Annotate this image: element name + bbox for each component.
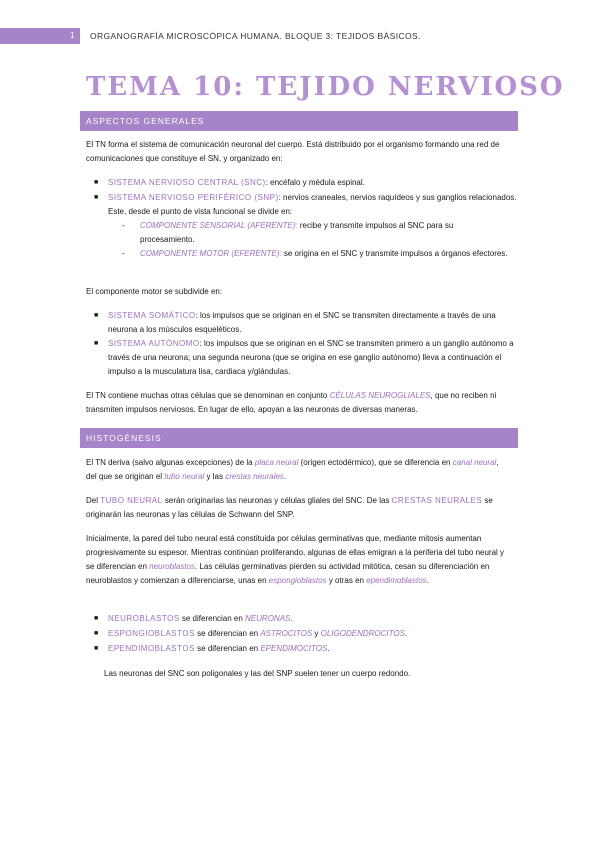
term-neuroblastos-caps: NEUROBLASTOS	[108, 614, 180, 623]
p1-text-b: (origen ectodérmico), que se diferencia en	[298, 458, 453, 467]
term-neuronas: NEURONAS	[245, 614, 291, 623]
histogenesis-paragraph-1	[86, 456, 511, 484]
p1-text-c: , del que se originan el	[86, 458, 499, 481]
running-header	[0, 28, 600, 44]
p2-text-c: se originarán las neuronas y las células de Schwann del SNP.	[86, 496, 493, 519]
term-ependimoblastos-caps: EPENDIMOBLASTOS	[108, 644, 195, 653]
list-item-neuroblastos	[94, 612, 518, 626]
b3-end: .	[327, 644, 330, 653]
text-aferente: recibe y transmite impulsos al SNC para su procesamiento.	[140, 221, 454, 244]
b1-end: .	[290, 614, 293, 623]
intro-paragraph: El TN forma el sistema de comunicación neuronal del cuerpo. Está distribuido por el organismo formando una red de comunicaciones que constituye el SN, y organizado en:	[86, 140, 500, 163]
p3-text-c: y otras en	[326, 576, 367, 585]
term-neuroblastos: neuroblastos	[149, 562, 195, 571]
b2-end: .	[404, 629, 408, 638]
bullet-icon: ■	[94, 630, 99, 637]
p3-text-d: .	[426, 576, 429, 585]
list-item-espongioblastos	[94, 627, 518, 641]
neuroglia-text-a: El TN contiene muchas otras células que se denominan en conjunto	[86, 391, 330, 400]
text-snp: : nervios craneales, nervios raquídeos y sus ganglios relacionados. Este, desde el punto de vista funcional se divide en:	[108, 193, 517, 216]
b2-text: se diferencian en	[194, 629, 261, 638]
term-placa-neural: placa neural	[254, 458, 299, 467]
term-neuroglia: CÉLULAS NEUROGLIALES	[329, 391, 431, 400]
running-title: ORGANOGRAFÍA MICROSCÓPICA HUMANA. BLOQUE 3: TEJIDOS BÁSICOS.	[90, 31, 421, 41]
term-snp: SISTEMA NERVIOSO PERIFÉRICO (SNP)	[108, 193, 279, 202]
section-heading-histogenesis: HISTOGÉNESIS	[80, 428, 518, 448]
list-item-snc	[94, 176, 518, 190]
list-item-autonomo	[94, 337, 518, 379]
term-oligodendrocitos: OLIGODENDROCITOS	[320, 629, 405, 638]
page-number: 1	[0, 28, 80, 44]
p2-text-a: Del	[86, 496, 101, 505]
term-autonomo: SISTEMA AUTÓNOMO	[108, 339, 200, 348]
p3-text-a: Inicialmente, la pared del tubo neural está constituida por células germinativas que, mediante mitosis aumentan progresivamente su espesor. Mientras continúan proliferando, algunas de ellas emigran a la periferia del tubo neural y se diferencian en	[86, 534, 505, 571]
closing-paragraph: Las neuronas del SNC son poligonales y las del SNP suelen tener un cuerpo redondo.	[104, 669, 411, 678]
term-aferente: COMPONENTE SENSORIAL (AFERENTE):	[140, 221, 298, 230]
neuroglia-text-b: , que no reciben ni transmiten impulsos nerviosos. En lugar de ello, apoyan a las neuronas de diversas maneras.	[86, 391, 497, 414]
term-espongioblastos: espongioblastos	[268, 576, 327, 585]
bullet-icon: ■	[94, 645, 99, 652]
text-snc: : encéfalo y médula espinal.	[265, 178, 365, 187]
b2-and: y	[312, 629, 321, 638]
histogenesis-paragraph-2	[86, 494, 511, 522]
dash-icon: -	[122, 221, 125, 230]
term-crestas-neurales: crestas neurales	[225, 472, 284, 481]
term-eferente: COMPONENTE MOTOR (EFERENTE):	[140, 249, 282, 258]
section-heading-aspectos: ASPECTOS GENERALES	[80, 111, 518, 131]
sublist-item-eferente	[122, 247, 510, 261]
histogenesis-paragraph-3	[86, 532, 511, 588]
term-tubo-neural-caps: TUBO NEURAL	[100, 496, 163, 505]
term-somatico: SISTEMA SOMÁTICO	[108, 311, 196, 320]
term-ependimocitos: EPENDIMOCITOS	[260, 644, 328, 653]
text-autonomo: : los impulsos que se originan en el SNC se transmiten primero a un ganglio autónomo a través de una neurona; una segunda neurona (que se origina en ese ganglio autónomo) lleva a continuación el impulso a la musculatura lisa, cardiaca y/glándulas.	[108, 339, 514, 376]
term-crestas-neurales-caps: CRESTAS NEURALES	[391, 496, 483, 505]
term-canal-neural: canal neural	[452, 458, 497, 467]
p1-text-d: y las	[204, 472, 226, 481]
term-tubo-neural: tubo neural	[164, 472, 205, 481]
p3-text-b: . Las células germinativas pierden su actividad mitótica, cesan su diferenciación en neuroblastos y comienzan a diferenciarse, unas en	[86, 562, 490, 585]
bullet-icon: ■	[94, 615, 99, 622]
term-astrocitos: ASTROCITOS	[260, 629, 313, 638]
motor-intro: El componente motor se subdivide en:	[86, 287, 223, 296]
p2-text-b: serán originarias las neuronas y células gliales del SNC. De las	[162, 496, 392, 505]
term-espongioblastos-caps: ESPONGIOBLASTOS	[108, 629, 195, 638]
b3-text: se diferencian en	[194, 644, 261, 653]
bullet-icon: ■	[94, 194, 99, 201]
sublist-item-aferente	[122, 219, 510, 247]
bullet-icon: ■	[94, 340, 99, 347]
list-item-ependimoblastos	[94, 642, 518, 656]
p1-text-a: El TN deriva (salvo algunas excepciones) de la	[86, 458, 255, 467]
bullet-icon: ■	[94, 179, 99, 186]
text-somatico: : los impulsos que se originan en el SNC se transmiten directamente a través de una neurona a los músculos esqueléticos.	[108, 311, 496, 334]
p1-text-e: .	[283, 472, 287, 481]
list-item-snp	[94, 191, 518, 219]
neuroglia-paragraph	[86, 389, 511, 417]
bullet-icon: ■	[94, 312, 99, 319]
dash-icon: -	[122, 249, 125, 258]
document-title: TEMA 10: TEJIDO NERVIOSO	[86, 72, 565, 102]
b1-text: se diferencian en	[179, 614, 246, 623]
term-snc: SISTEMA NERVIOSO CENTRAL (SNC)	[108, 178, 266, 187]
term-ependimoblastos: ependimoblastos	[366, 576, 427, 585]
text-eferente: se origina en el SNC y transmite impulsos a órganos efectores.	[281, 249, 508, 258]
list-item-somatico	[94, 309, 518, 337]
